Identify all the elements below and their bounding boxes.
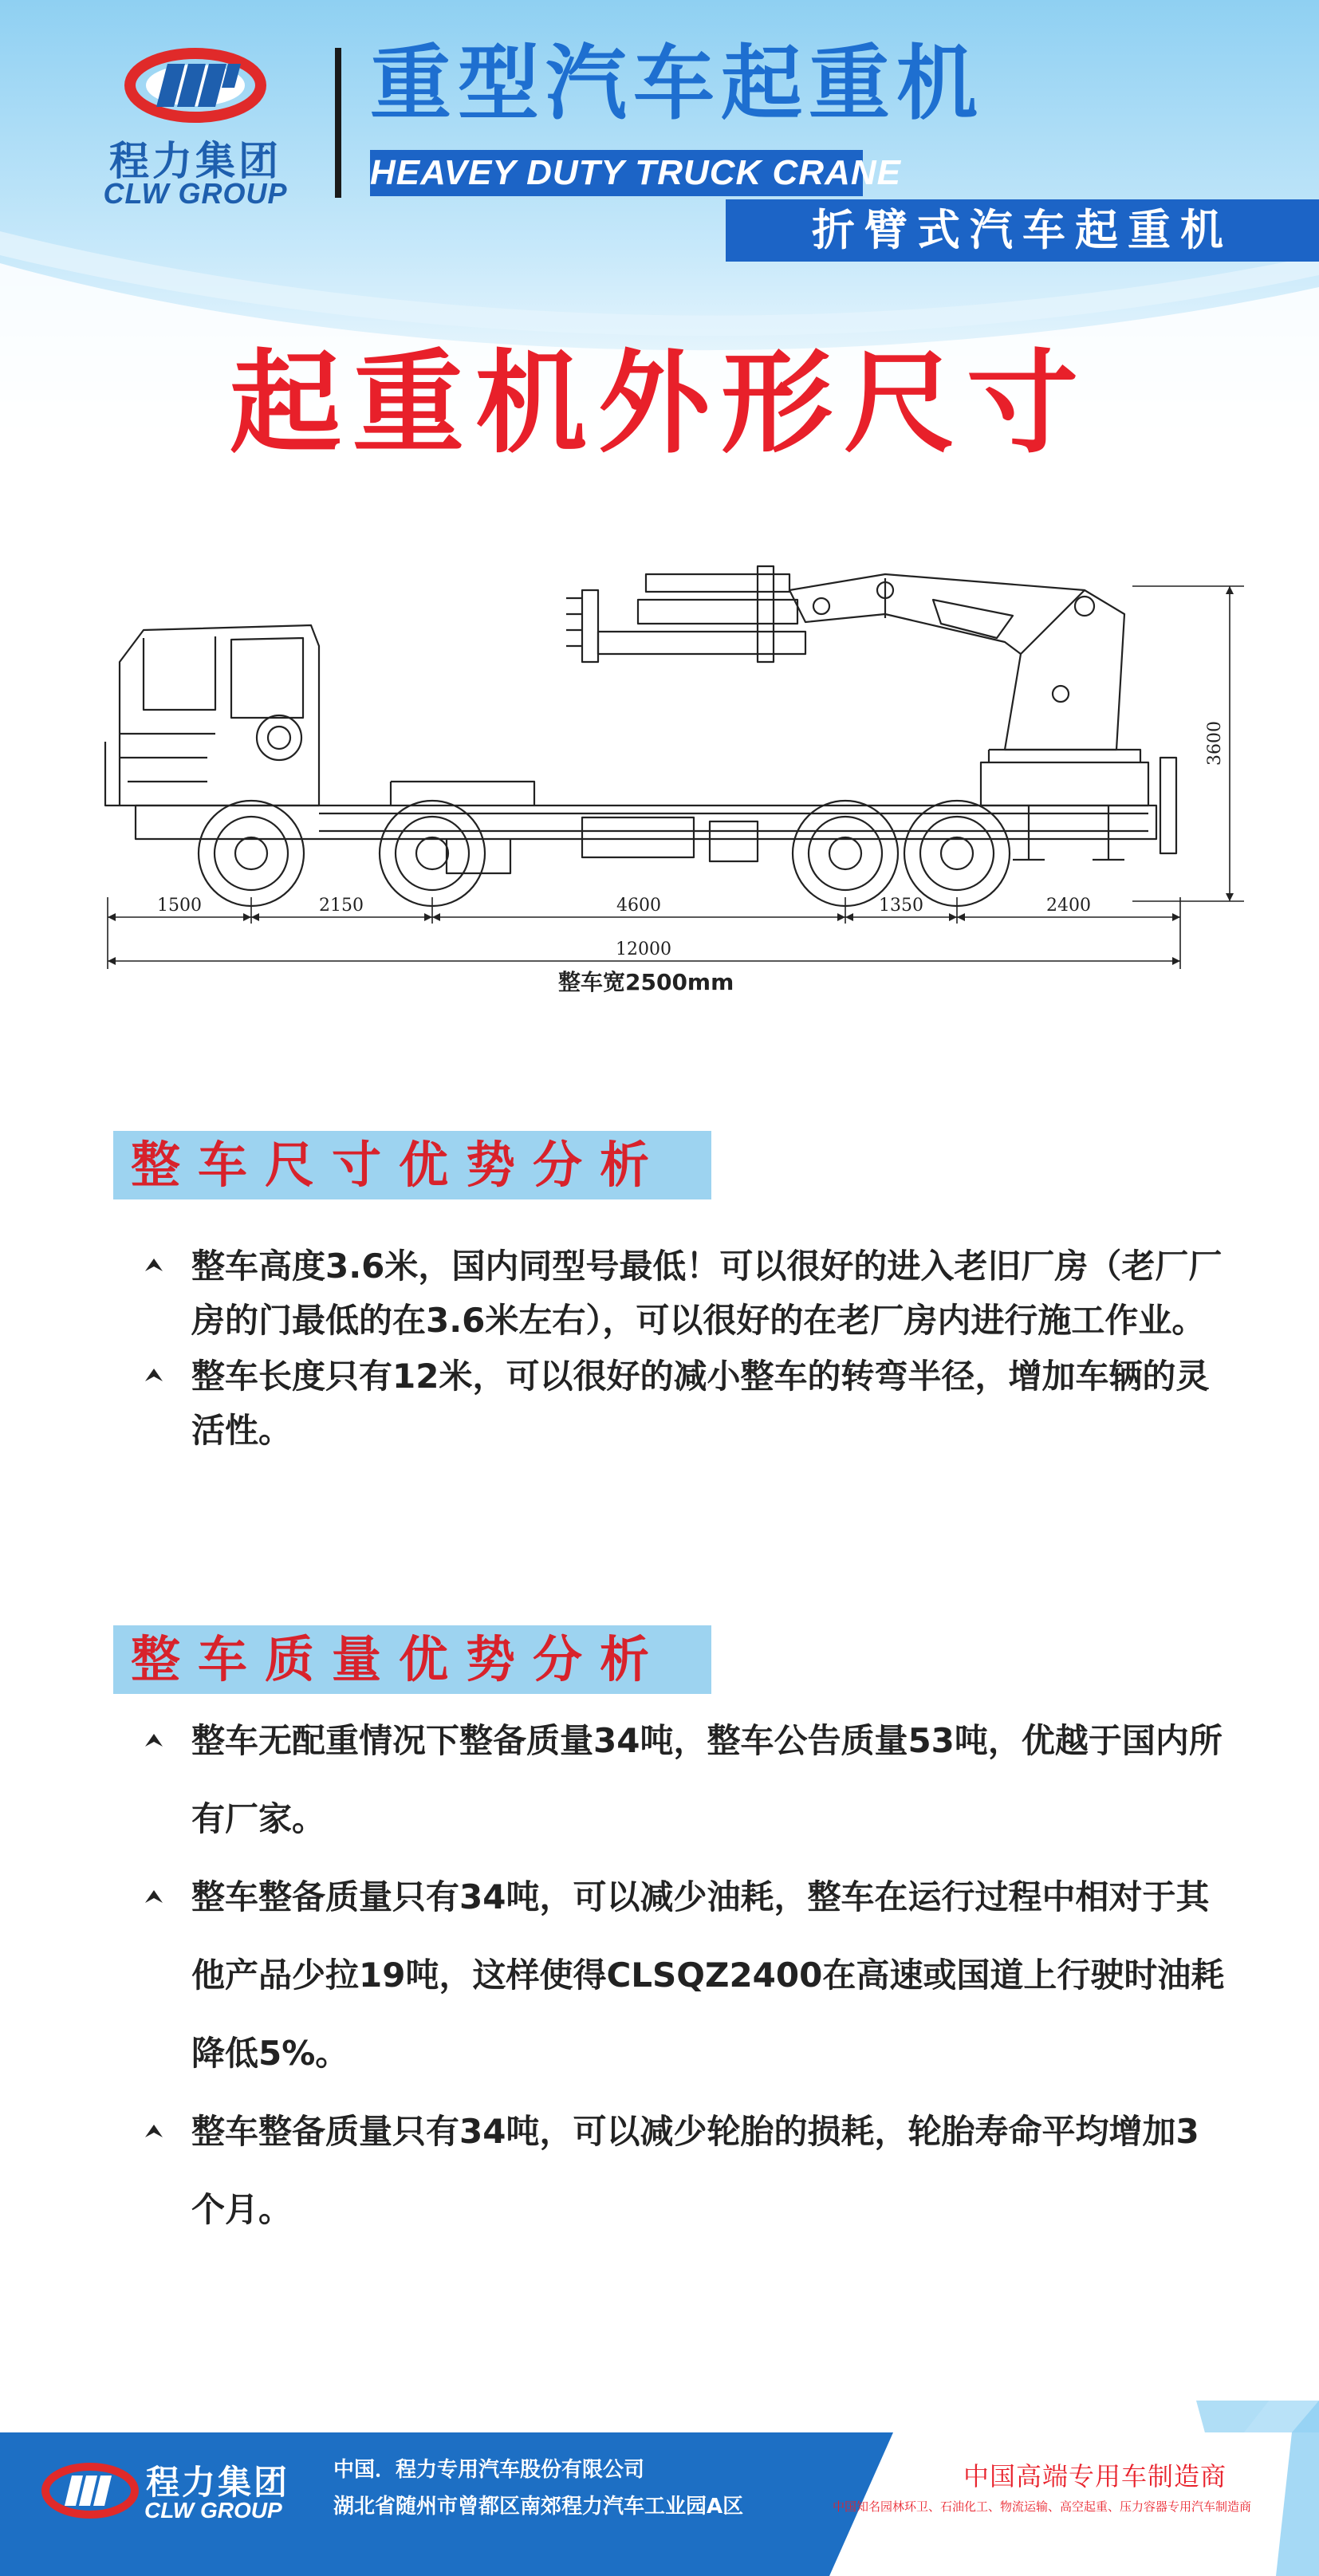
brand-name-en: CLW GROUP [103,177,288,210]
footer-logo [38,2431,301,2550]
footer-slogan: 中国高端专用车制造商 [963,2461,1227,2491]
main-heading: 起重机外形尺寸 [229,339,1089,469]
dim-2400: 2400 [1046,896,1091,916]
list-item [144,1349,1228,1458]
list-item [144,1702,1228,1858]
section-heading-dimensions: 整车尺寸优势分析 [113,1131,711,1199]
dim-2150: 2150 [319,896,364,916]
dim-4600: 4600 [616,896,661,916]
wheel-1 [199,801,304,906]
bullet-icon [144,1367,164,1383]
crane-column [1005,590,1124,750]
subtitle-bar: 折臂式汽车起重机 [726,199,1319,262]
wheel-3 [793,801,898,906]
bullet-text: 整车高度3.6米，国内同型号最低！可以很好的进入老旧厂房（老厂厂房的门最低的在3.6米左右），可以很好的在老厂房内进行施工作业。 [191,1247,1223,1340]
wheel-4 [904,801,1010,906]
title-en: HEAVEY DUTY TRUCK CRANE [370,150,863,196]
bullet-icon [144,1732,164,1748]
dim-1500: 1500 [157,896,202,916]
bullet-text: 整车整备质量只有34吨，可以减少轮胎的损耗，轮胎寿命平均增加3个月。 [191,2112,1199,2229]
crane-base [981,762,1148,805]
title-cn: 重型汽车起重机 [370,37,984,132]
footer-business-line: 中国知名园林环卫、石油化工、物流运输、高空起重、压力容器专用汽车制造商 [833,2499,1252,2514]
list-item [144,1858,1228,2093]
footer-brand-en: CLW GROUP [144,2498,282,2523]
dim-height: 3600 [1205,721,1225,766]
bullet-icon [144,1257,164,1273]
dim-total-length: 12000 [616,939,671,959]
cab-outline [120,625,319,805]
dimension-bullets [144,1239,1228,1458]
list-item [144,2093,1228,2249]
bullet-text: 整车整备质量只有34吨，可以减少油耗，整车在运行过程中相对于其他产品少拉19吨，这样使得CLSQZ2400在高速或国道上行驶时油耗降低5%。 [191,1877,1225,2073]
clw-logo-icon [38,2447,142,2535]
footer-company: 中国．程力专用汽车股份有限公司 [333,2458,645,2482]
footer-address: 湖北省随州市曾都区南郊程力汽车工业园A区 [333,2495,744,2519]
bullet-text: 整车长度只有12米，可以很好的减小整车的转弯半径，增加车辆的灵活性。 [191,1357,1210,1450]
wheel-2 [380,801,485,906]
bullet-icon [144,2123,164,2139]
mass-bullets [144,1702,1228,2249]
title-divider [335,48,341,198]
chassis-frame [136,805,1156,839]
wheels [199,801,1010,906]
bullet-text: 整车无配重情况下整备质量34吨，整车公告质量53吨，优越于国内所有厂家。 [191,1721,1223,1838]
width-note: 整车宽2500mm [558,969,734,995]
footer-brand-cn: 程力集团 [146,2463,290,2502]
bullet-icon [144,1889,164,1904]
brand-logo [80,41,319,210]
list-item [144,1239,1228,1348]
dim-1350: 1350 [879,896,923,916]
brand-name-cn: 程力集团 [109,138,282,184]
truck-crane-drawing [88,542,1268,989]
section-heading-mass: 整车质量优势分析 [113,1625,711,1694]
clw-logo-icon [80,41,311,129]
